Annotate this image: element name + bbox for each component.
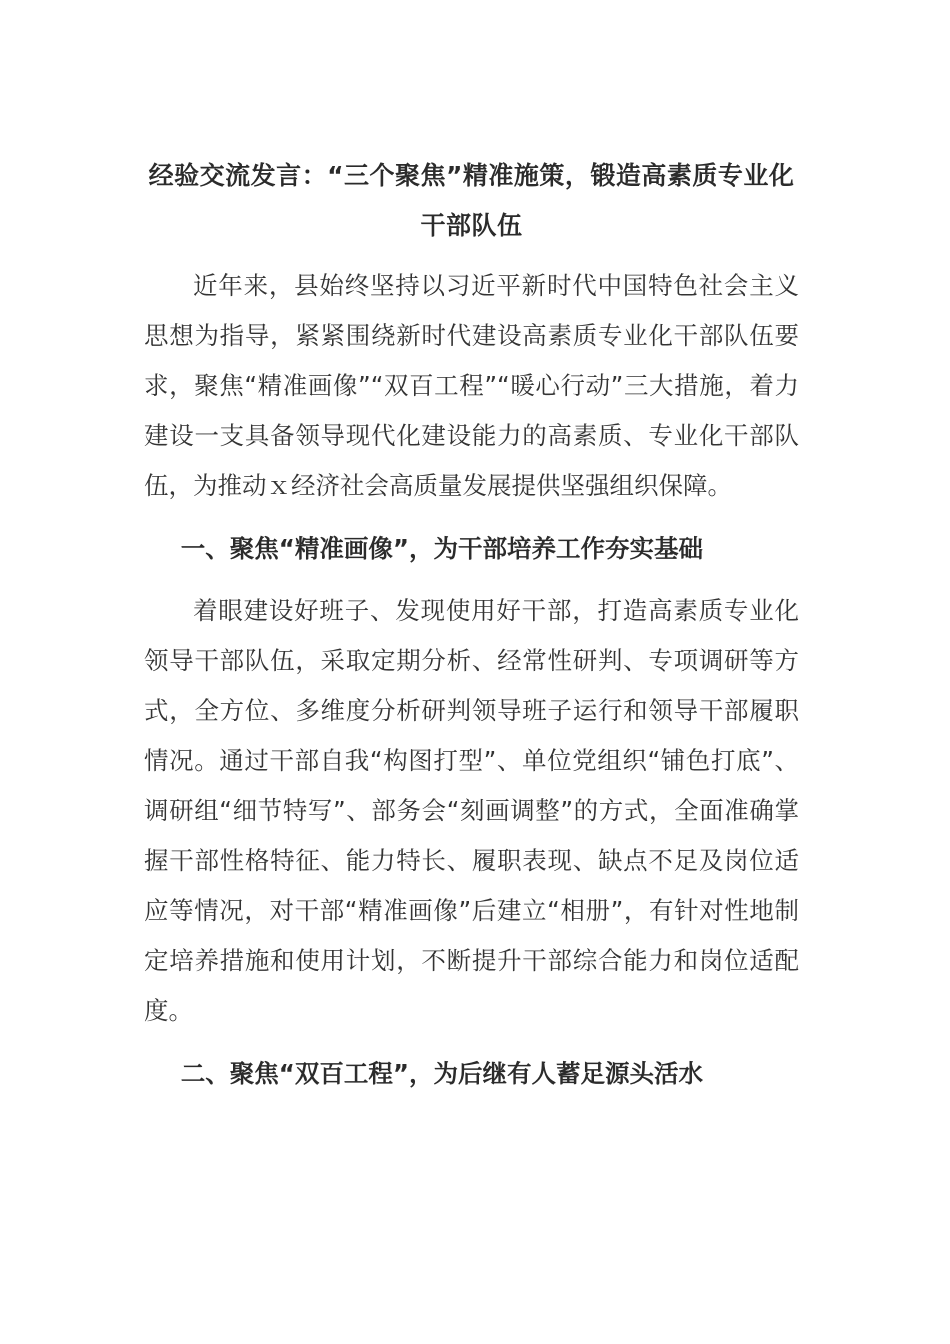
section-1-paragraph: 着眼建设好班子、发现使用好干部，打造高素质专业化领导干部队伍，采取定期分析、经常性研判、专项调研等方式，全方位、多维度分析研判领导班子运行和领导干部履职情况。通过干部自我“构图打型”、单位党组织“铺色打底”、调研组“细节特写”、部务会“刻画调整”的方式，全面准确掌握干部性格特征、能力特长、履职表现、缺点不足及岗位适应等情况，对干部“精准画像”后建立“相册”，有针对性地制定培养措施和使用计划，不断提升干部综合能力和岗位适配度。 [144, 596, 799, 1025]
document-body [144, 151, 799, 1111]
document-title: 经验交流发言：“三个聚焦”精准施策，锻造高素质专业化干部队伍 [148, 161, 795, 240]
section-2-heading: 二、聚焦“双百工程”，为后继有人蓄足源头活水 [180, 1059, 703, 1088]
intro-paragraph: 近年来，县始终坚持以习近平新时代中国特色社会主义思想为指导，紧紧围绕新时代建设高素质专业化干部队伍要求，聚焦“精准画像”“双百工程”“暖心行动”三大措施，着力建设一支具备领导现代化建设能力的高素质、专业化干部队伍，为推动ｘ经济社会高质量发展提供坚强组织保障。 [144, 271, 799, 500]
section-1-heading: 一、聚焦“精准画像”，为干部培养工作夯实基础 [180, 534, 703, 563]
